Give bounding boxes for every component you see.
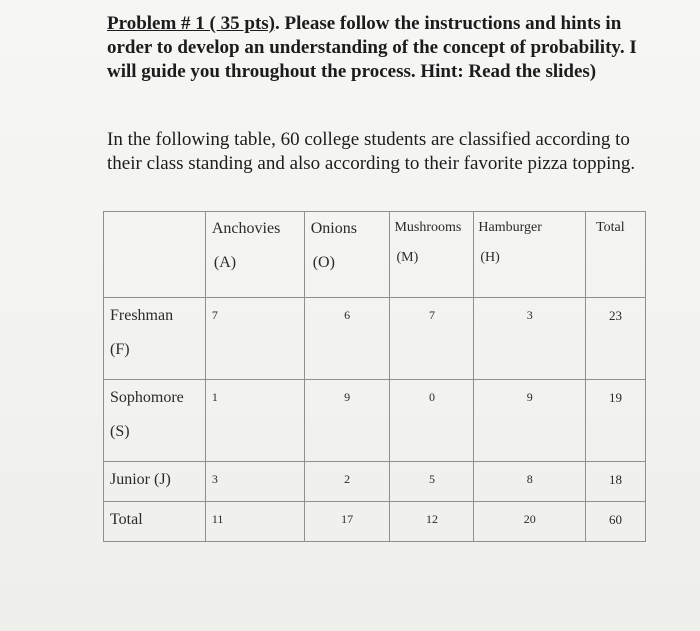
row-code: (S) [110,423,130,440]
header-total [586,212,646,298]
problem-text: . Please follow the instructions and hints in order to develop an understanding of the concept of probability. I will guide you throughout the process. Hint: Read the slides) [107,13,637,82]
cell-text: 9 [526,390,533,404]
cell-text: 19 [609,390,623,405]
row-label-freshman [104,298,206,380]
header-name: Anchovies [211,220,281,237]
cell-text: 0 [428,390,435,404]
cell-value [474,380,586,462]
cell-text: 2 [344,472,351,486]
cell-text: 6 [344,308,351,322]
cell-text: 23 [609,308,623,323]
cell-value [304,298,390,380]
cell-text: 12 [425,512,438,526]
table-row [104,298,646,380]
cell-text: 17 [341,512,354,526]
cell-total [586,502,646,542]
row-label: Sophomore [110,389,184,406]
cell-text: 18 [609,472,623,487]
cell-text: 1 [211,390,218,404]
pizza-topping-table [103,211,646,542]
row-label: Total [110,511,143,528]
header-hamburger [474,212,586,298]
cell-value [390,380,474,462]
table-row [104,502,646,542]
cell-text: 3 [526,308,533,322]
cell-value [390,502,474,542]
cell-value [390,298,474,380]
row-label-junior [104,462,206,502]
cell-text: 8 [526,472,533,486]
cell-text: 9 [344,390,351,404]
cell-text: 7 [428,308,435,322]
header-code: (M) [396,250,419,265]
cell-value [205,380,304,462]
cell-text: 11 [211,512,224,526]
row-code: (F) [110,341,130,358]
problem-statement [107,12,647,84]
cell-text: 5 [428,472,435,486]
table-corner-cell [104,212,206,298]
table-header-row [104,212,646,298]
cell-value [474,298,586,380]
header-name: Hamburger [478,220,542,235]
header-code: (H) [480,250,500,265]
cell-total [586,298,646,380]
header-name: Onions [310,220,357,237]
cell-value [205,298,304,380]
cell-value [205,502,304,542]
cell-value [205,462,304,502]
row-label-sophomore [104,380,206,462]
cell-value [304,502,390,542]
cell-total [586,462,646,502]
cell-value [474,462,586,502]
row-label-total [104,502,206,542]
row-label: Junior (J) [110,471,171,488]
cell-value [474,502,586,542]
header-anchovies [205,212,304,298]
header-mushrooms [390,212,474,298]
header-onions [304,212,390,298]
cell-value [390,462,474,502]
cell-text: 60 [609,512,623,527]
cell-value [304,462,390,502]
row-label: Freshman [110,307,174,324]
header-name: Total [596,220,625,235]
header-name: Mushrooms [394,220,462,235]
header-code: (O) [312,254,335,271]
cell-text: 7 [211,308,218,322]
cell-total [586,380,646,462]
table-row [104,380,646,462]
table-row [104,462,646,502]
cell-text: 3 [211,472,218,486]
problem-label: Problem # 1 ( 35 pts) [107,13,275,34]
header-code: (A) [213,254,237,271]
cell-value [304,380,390,462]
cell-text: 20 [523,512,536,526]
intro-paragraph: In the following table, 60 college students are classified according to their class standing and also according to their favorite pizza topping. [107,129,636,174]
